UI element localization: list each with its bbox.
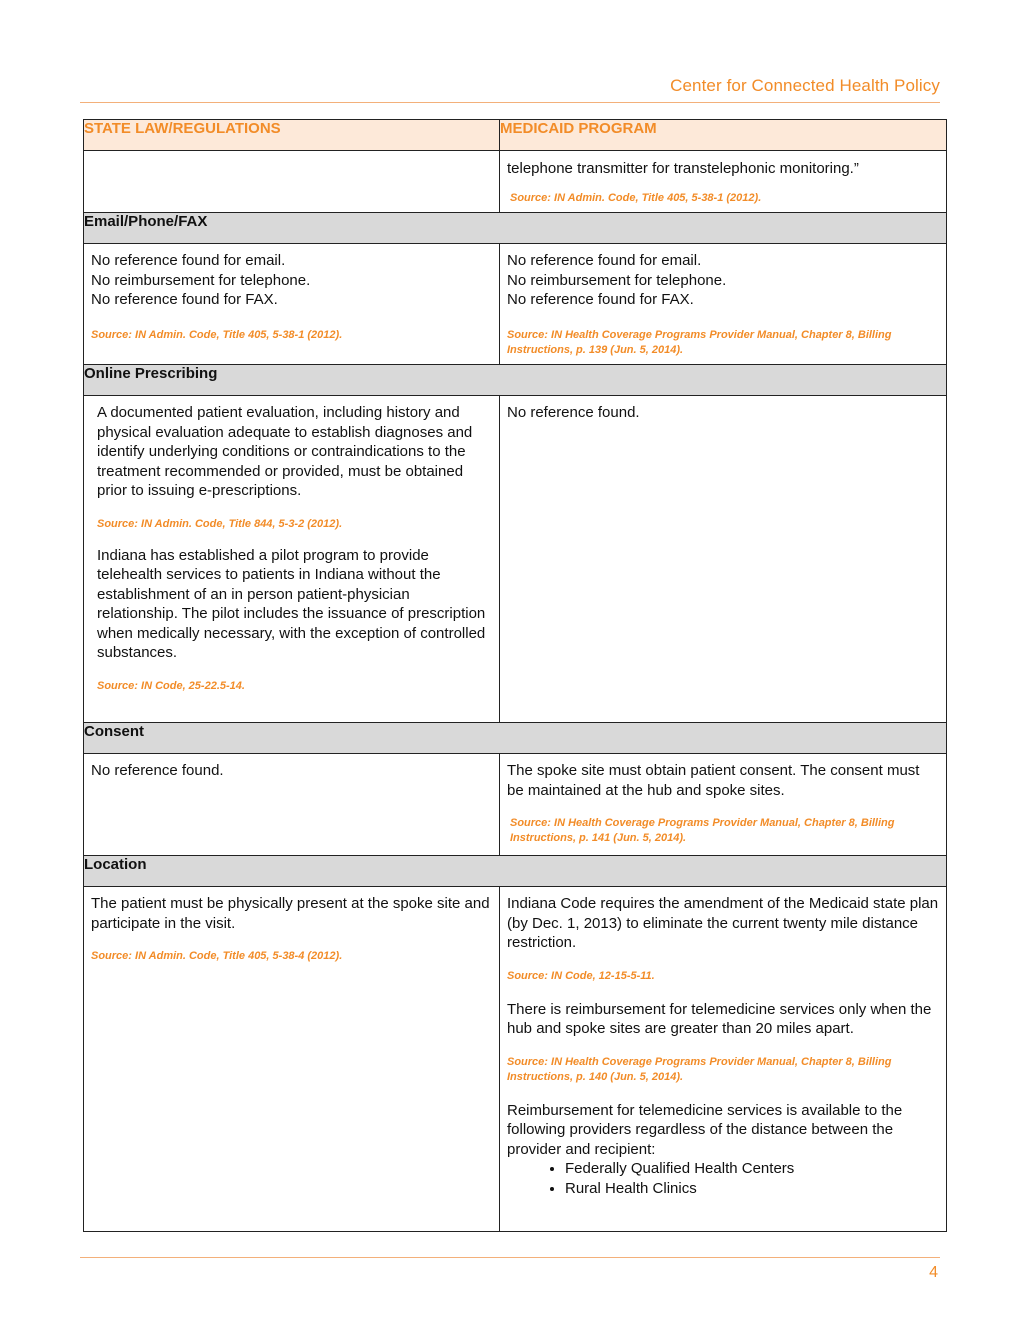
table-row-location (84, 887, 947, 1232)
medicaid-email-source: Source: IN Health Coverage Programs Provider Manual, Chapter 8, Billing Instructions, p. 139 (Jun. 5, 2014). (507, 328, 892, 356)
medicaid-continued-source: Source: IN Admin. Code, Title 405, 5-38-1 (2012). (510, 191, 762, 204)
law-email-line: No reference found for FAX. (91, 291, 278, 308)
law-location-text: The patient must be physically present at the spoke site and participate in the visit. (91, 895, 490, 932)
table-header-row (84, 120, 947, 151)
cell-medicaid-consent (500, 754, 947, 856)
medicaid-location-paragraph-3: Reimbursement for telemedicine services is available to the following providers regardless of the distance between the provider and recipient: (507, 1101, 903, 1158)
cell-medicaid-email (500, 244, 947, 365)
section-title-consent: Consent (84, 723, 947, 754)
provider-bullet-list (507, 1159, 939, 1199)
cell-medicaid-continued (500, 151, 947, 213)
medicaid-email-line: No reference found for FAX. (507, 291, 694, 308)
header-org-title: Center for Connected Health Policy (670, 76, 940, 95)
section-row-location (84, 856, 947, 887)
law-online-paragraph-1: A documented patient evaluation, including history and physical evaluation adequate to establish diagnoses and identify underlying conditions or contraindications to the treatment recommended or provided, must be obtained prior to issuing e-prescriptions. (97, 404, 473, 499)
medicaid-location-paragraph-2: There is reimbursement for telemedicine services only when the hub and spoke sites are greater than 20 miles apart. (507, 1000, 932, 1037)
law-online-source-2: Source: IN Code, 25-22.5-14. (97, 679, 245, 692)
table-row-online-prescribing (84, 396, 947, 723)
medicaid-location-paragraph-1: Indiana Code requires the amendment of the Medicaid state plan (by Dec. 1, 2013) to eliminate the current twenty mile distance restriction. (507, 895, 939, 951)
list-item: • Rural Health Clinics (565, 1179, 939, 1199)
table-row-email (84, 244, 947, 365)
law-email-source: Source: IN Admin. Code, Title 405, 5-38-1 (2012). (91, 328, 343, 341)
table-row-consent (84, 754, 947, 856)
medicaid-consent-text: The spoke site must obtain patient consent. The consent must be maintained at the hub and spoke sites. (507, 762, 920, 799)
section-title-online-prescribing: Online Prescribing (84, 365, 947, 396)
section-row-consent (84, 723, 947, 754)
section-row-email (84, 213, 947, 244)
law-email-line: No reimbursement for telephone. (91, 271, 311, 289)
medicaid-continued-text: telephone transmitter for transtelephonic monitoring.” (507, 160, 859, 177)
medicaid-email-line: No reimbursement for telephone. (507, 271, 727, 289)
law-online-paragraph-2: Indiana has established a pilot program to provide telehealth services to patients in Indiana without the establishment of an in person patient-physician relationship. The pilot includes the issuance of prescription when medically necessary, with the exception of controlled substances. (97, 546, 486, 661)
cell-medicaid-online-prescribing (500, 396, 947, 723)
law-location-source: Source: IN Admin. Code, Title 405, 5-38-4 (2012). (91, 950, 343, 962)
column-header-medicaid: MEDICAID PROGRAM (500, 120, 947, 151)
table-row-continued (84, 151, 947, 213)
footer-divider (80, 1257, 940, 1258)
section-row-online-prescribing (84, 365, 947, 396)
cell-law-location (84, 887, 500, 1232)
medicaid-location-source-2: Source: IN Health Coverage Programs Provider Manual, Chapter 8, Billing Instructions, p. 140 (Jun. 5, 2014). (507, 1055, 892, 1083)
law-online-source-1: Source: IN Admin. Code, Title 844, 5-3-2 (2012). (97, 517, 343, 530)
policy-table (83, 119, 947, 1232)
section-title-location: Location (84, 856, 947, 887)
cell-medicaid-location (500, 887, 947, 1232)
list-item: • Federally Qualified Health Centers (565, 1159, 939, 1179)
medicaid-location-source-1: Source: IN Code, 12-15-5-11. (507, 969, 655, 982)
cell-law-consent (84, 754, 500, 856)
law-email-line: No reference found for email. (91, 252, 286, 269)
cell-law-continued (84, 151, 500, 213)
medicaid-consent-source: Source: IN Health Coverage Programs Provider Manual, Chapter 8, Billing Instructions, p. 141 (Jun. 5, 2014). (510, 817, 895, 844)
law-consent-text: No reference found. (91, 762, 224, 779)
cell-law-online-prescribing (84, 396, 500, 723)
header-divider (80, 102, 940, 103)
medicaid-email-line: No reference found for email. (507, 252, 702, 269)
column-header-state-law: STATE LAW/REGULATIONS (84, 120, 500, 151)
medicaid-online-text: No reference found. (507, 404, 640, 421)
cell-law-email (84, 244, 500, 365)
section-title-email: Email/Phone/FAX (84, 213, 947, 244)
page-number: 4 (929, 1264, 938, 1281)
